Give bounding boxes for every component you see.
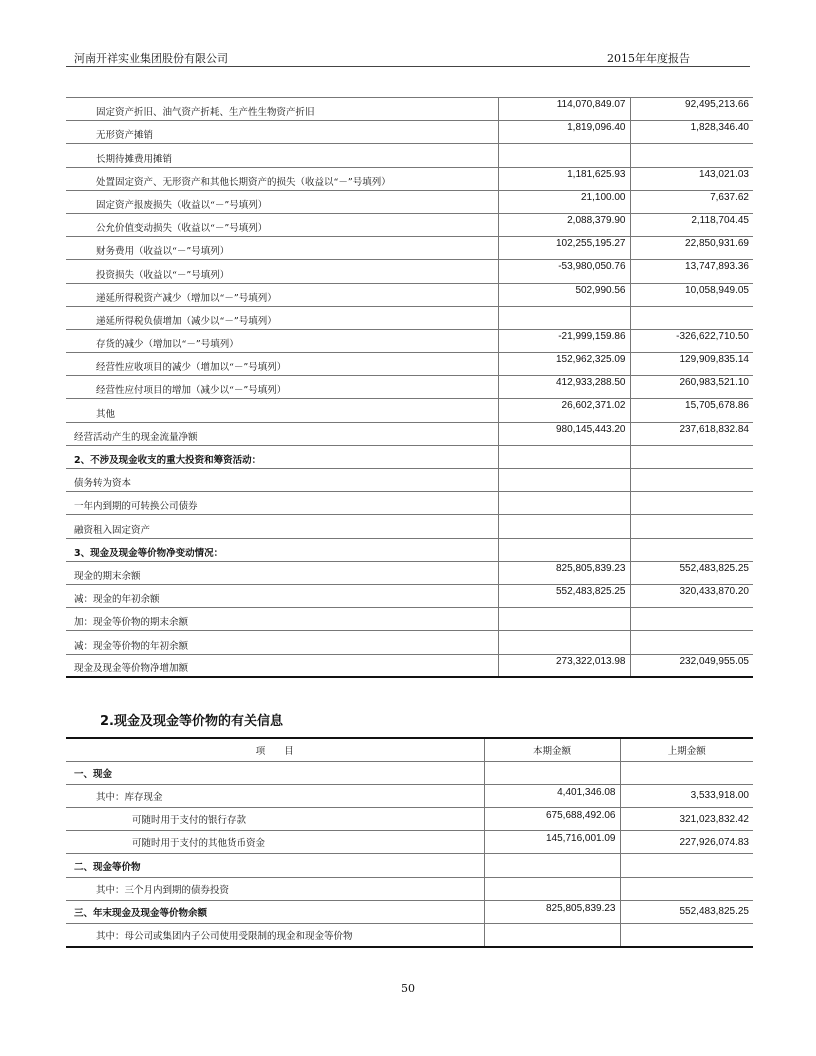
previous-amount: 1,828,346.40	[630, 121, 753, 144]
row-label: 财务费用（收益以“－”号填列）	[66, 237, 498, 260]
previous-amount: 7,637.62	[630, 190, 753, 213]
header-current: 本期金额	[484, 738, 620, 761]
previous-amount: 10,058,949.05	[630, 283, 753, 306]
previous-amount: 227,926,074.83	[620, 831, 753, 854]
row-label: 二、现金等价物	[66, 854, 484, 877]
previous-amount	[630, 492, 753, 515]
current-amount	[498, 492, 630, 515]
current-amount	[498, 631, 630, 654]
current-amount: 502,990.56	[498, 283, 630, 306]
table-row	[66, 260, 753, 283]
table-header-row	[66, 738, 753, 761]
row-label: 固定资产折旧、油气资产折耗、生产性生物资产折旧	[66, 98, 498, 121]
table-row	[66, 631, 753, 654]
current-amount	[498, 608, 630, 631]
table-row	[66, 144, 753, 167]
current-amount	[484, 854, 620, 877]
table-row	[66, 808, 753, 831]
current-amount	[498, 445, 630, 468]
table-row	[66, 654, 753, 677]
previous-amount	[620, 854, 753, 877]
previous-amount: 3,533,918.00	[620, 784, 753, 807]
table-row	[66, 167, 753, 190]
current-amount: 412,933,288.50	[498, 376, 630, 399]
previous-amount: 2,118,704.45	[630, 213, 753, 236]
row-label: 减：现金的年初余额	[66, 584, 498, 607]
row-label: 现金及现金等价物净增加额	[66, 654, 498, 677]
table-row	[66, 376, 753, 399]
table-row	[66, 854, 753, 877]
table-row	[66, 900, 753, 923]
current-amount: 825,805,839.23	[498, 561, 630, 584]
row-label: 存货的减少（增加以“－”号填列）	[66, 329, 498, 352]
previous-amount	[620, 924, 753, 947]
page-number: 50	[401, 982, 415, 995]
previous-amount: 320,433,870.20	[630, 584, 753, 607]
current-amount: -21,999,159.86	[498, 329, 630, 352]
table-row	[66, 515, 753, 538]
row-label: 无形资产摊销	[66, 121, 498, 144]
header-item: 项 目	[66, 738, 484, 761]
company-name: 河南开祥实业集团股份有限公司	[74, 52, 228, 65]
previous-amount: -326,622,710.50	[630, 329, 753, 352]
table-row	[66, 538, 753, 561]
current-amount: 675,688,492.06	[484, 808, 620, 831]
report-title: 2015年年度报告	[607, 52, 690, 65]
row-label: 递延所得税负债增加（减少以“－”号填列）	[66, 306, 498, 329]
header-previous: 上期金额	[620, 738, 753, 761]
table-row	[66, 213, 753, 236]
current-amount: 26,602,371.02	[498, 399, 630, 422]
row-label: 融资租入固定资产	[66, 515, 498, 538]
table-row	[66, 877, 753, 900]
previous-amount: 22,850,931.69	[630, 237, 753, 260]
table-row	[66, 190, 753, 213]
previous-amount	[630, 144, 753, 167]
previous-amount	[620, 761, 753, 784]
row-label: 固定资产报废损失（收益以“－”号填列）	[66, 190, 498, 213]
previous-amount: 321,023,832.42	[620, 808, 753, 831]
table-row	[66, 561, 753, 584]
current-amount	[498, 144, 630, 167]
table-row	[66, 98, 753, 121]
row-label: 其他	[66, 399, 498, 422]
current-amount: 1,181,625.93	[498, 167, 630, 190]
table-row	[66, 329, 753, 352]
row-label: 其中：库存现金	[66, 784, 484, 807]
current-amount	[484, 877, 620, 900]
current-amount: 273,322,013.98	[498, 654, 630, 677]
row-label: 加：现金等价物的期末余额	[66, 608, 498, 631]
current-amount	[484, 761, 620, 784]
previous-amount: 237,618,832.84	[630, 422, 753, 445]
previous-amount: 15,705,678.86	[630, 399, 753, 422]
row-label: 其中：三个月内到期的债券投资	[66, 877, 484, 900]
section-title: 2.现金及现金等价物的有关信息	[100, 714, 283, 729]
current-amount: 4,401,346.08	[484, 784, 620, 807]
table-row	[66, 445, 753, 468]
row-label: 递延所得税资产减少（增加以“－”号填列）	[66, 283, 498, 306]
table-row	[66, 283, 753, 306]
previous-amount: 260,983,521.10	[630, 376, 753, 399]
table-row	[66, 399, 753, 422]
previous-amount: 92,495,213.66	[630, 98, 753, 121]
page-header	[66, 50, 750, 67]
previous-amount: 552,483,825.25	[630, 561, 753, 584]
previous-amount: 232,049,955.05	[630, 654, 753, 677]
table-row	[66, 784, 753, 807]
row-label: 经营性应付项目的增加（减少以“－”号填列）	[66, 376, 498, 399]
table-row	[66, 237, 753, 260]
previous-amount: 129,909,835.14	[630, 353, 753, 376]
current-amount: 825,805,839.23	[484, 900, 620, 923]
table-row	[66, 121, 753, 144]
row-label: 一年内到期的可转换公司债券	[66, 492, 498, 515]
previous-amount	[630, 445, 753, 468]
current-amount: 114,070,849.07	[498, 98, 630, 121]
row-label: 经营活动产生的现金流量净额	[66, 422, 498, 445]
previous-amount: 552,483,825.25	[620, 900, 753, 923]
table-row	[66, 422, 753, 445]
cash-equivalents-table	[66, 737, 753, 948]
row-label: 减：现金等价物的年初余额	[66, 631, 498, 654]
current-amount: 145,716,001.09	[484, 831, 620, 854]
previous-amount	[630, 306, 753, 329]
current-amount: 102,255,195.27	[498, 237, 630, 260]
row-label: 经营性应收项目的减少（增加以“－”号填列）	[66, 353, 498, 376]
row-label: 公允价值变动损失（收益以“－”号填列）	[66, 213, 498, 236]
row-label: 3、现金及现金等价物净变动情况：	[66, 538, 498, 561]
current-amount: 21,100.00	[498, 190, 630, 213]
table-row	[66, 492, 753, 515]
previous-amount	[630, 538, 753, 561]
current-amount	[498, 538, 630, 561]
previous-amount	[630, 608, 753, 631]
current-amount: 980,145,443.20	[498, 422, 630, 445]
previous-amount: 13,747,893.36	[630, 260, 753, 283]
table-row	[66, 584, 753, 607]
table-row	[66, 761, 753, 784]
current-amount: 2,088,379.90	[498, 213, 630, 236]
cash-flow-supplement-table	[66, 97, 753, 678]
row-label: 可随时用于支付的银行存款	[66, 808, 484, 831]
row-label: 一、现金	[66, 761, 484, 784]
current-amount: 1,819,096.40	[498, 121, 630, 144]
row-label: 三、年末现金及现金等价物余额	[66, 900, 484, 923]
current-amount	[484, 924, 620, 947]
table-row	[66, 608, 753, 631]
table-row	[66, 469, 753, 492]
previous-amount: 143,021.03	[630, 167, 753, 190]
table-row	[66, 831, 753, 854]
table-row	[66, 924, 753, 947]
table-row	[66, 353, 753, 376]
table-row	[66, 306, 753, 329]
row-label: 可随时用于支付的其他货币资金	[66, 831, 484, 854]
previous-amount	[630, 469, 753, 492]
previous-amount	[630, 631, 753, 654]
row-label: 其中：母公司或集团内子公司使用受限制的现金和现金等价物	[66, 924, 484, 947]
current-amount	[498, 515, 630, 538]
current-amount	[498, 469, 630, 492]
row-label: 2、不涉及现金收支的重大投资和筹资活动：	[66, 445, 498, 468]
row-label: 投资损失（收益以“－”号填列）	[66, 260, 498, 283]
row-label: 债务转为资本	[66, 469, 498, 492]
current-amount	[498, 306, 630, 329]
current-amount: 552,483,825.25	[498, 584, 630, 607]
row-label: 处置固定资产、无形资产和其他长期资产的损失（收益以“－”号填列）	[66, 167, 498, 190]
row-label: 长期待摊费用摊销	[66, 144, 498, 167]
previous-amount	[630, 515, 753, 538]
previous-amount	[620, 877, 753, 900]
row-label: 现金的期末余额	[66, 561, 498, 584]
current-amount: 152,962,325.09	[498, 353, 630, 376]
current-amount: -53,980,050.76	[498, 260, 630, 283]
